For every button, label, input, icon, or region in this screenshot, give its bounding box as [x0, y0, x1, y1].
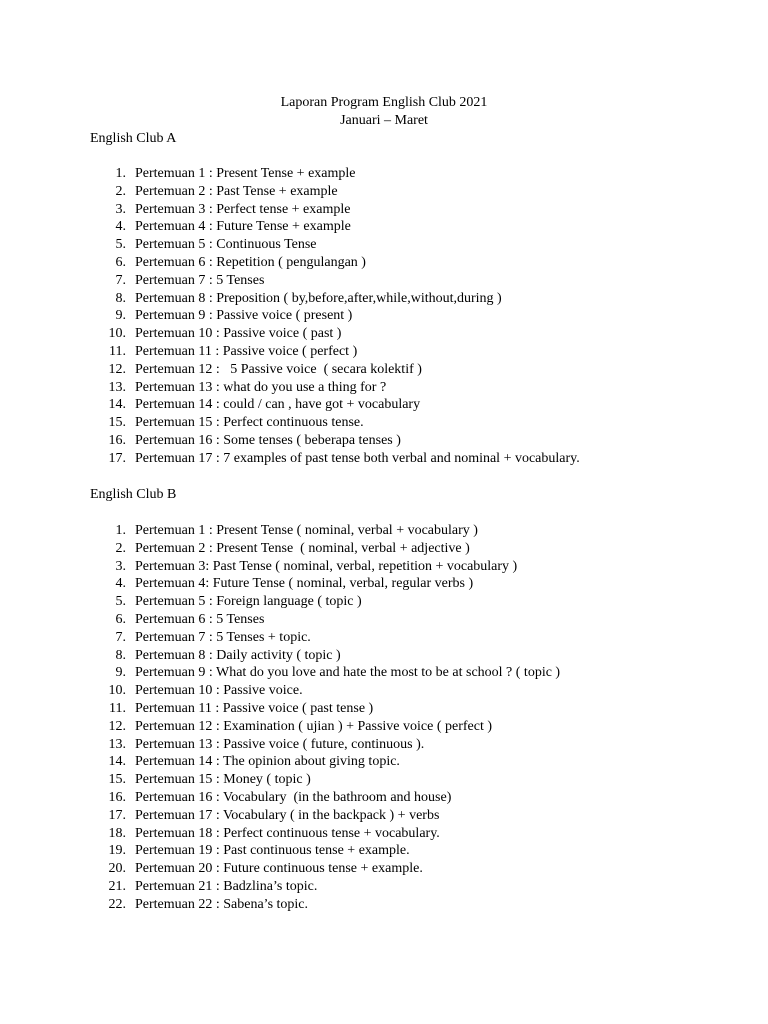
list-item-number: 19.: [108, 843, 126, 859]
list-item-number: 20.: [108, 861, 126, 877]
list-item-text: Pertemuan 19 : Past continuous tense + example.: [135, 843, 410, 859]
list-item-number: 17.: [108, 450, 126, 466]
list-item: [90, 807, 730, 825]
list-item: [90, 842, 730, 860]
list-item-text: Pertemuan 5 : Continuous Tense: [135, 237, 317, 253]
report-period: Januari – Maret: [340, 113, 428, 128]
list-item-text: Pertemuan 9 : Passive voice ( present ): [135, 308, 353, 324]
list-item-text: Pertemuan 2 : Present Tense ( nominal, verbal + adjective ): [135, 540, 470, 556]
list-item-number: 6.: [115, 611, 126, 627]
list-item-text: Pertemuan 13 : what do you use a thing for ?: [135, 379, 387, 395]
list-item: [90, 575, 730, 593]
list-item: [90, 700, 730, 718]
list-item-text: Pertemuan 6 : 5 Tenses: [135, 611, 265, 627]
list-item-text: Pertemuan 14 : could / can , have got + vocabulary: [135, 397, 421, 413]
list-item: [90, 218, 730, 236]
list-item-number: 16.: [108, 432, 126, 448]
meeting-list-club-b: [90, 522, 730, 914]
list-item: [90, 165, 730, 183]
list-item: [90, 522, 730, 540]
list-item-text: Pertemuan 3: Past Tense ( nominal, verbal, repetition + vocabulary ): [135, 558, 518, 574]
list-item-number: 1.: [115, 523, 126, 538]
list-item-text: Pertemuan 1 : Present Tense ( nominal, verbal + vocabulary ): [135, 523, 478, 538]
list-item-number: 7.: [115, 272, 126, 288]
list-item-number: 12.: [108, 361, 126, 377]
list-item: [90, 343, 730, 361]
list-item-number: 18.: [108, 825, 126, 841]
list-item: [90, 789, 730, 807]
list-item-number: 13.: [108, 736, 126, 752]
meeting-list-club-a: [90, 165, 730, 468]
list-item-text: Pertemuan 11 : Passive voice ( perfect ): [135, 343, 358, 359]
list-item-text: Pertemuan 11 : Passive voice ( past tense ): [135, 700, 374, 716]
list-item: [90, 540, 730, 558]
list-item-text: Pertemuan 15 : Perfect continuous tense.: [135, 415, 364, 431]
list-item: [90, 682, 730, 700]
list-item-number: 22.: [108, 896, 126, 912]
list-item-number: 14.: [108, 754, 126, 770]
list-item-number: 5.: [115, 594, 126, 610]
list-item-text: Pertemuan 22 : Sabena’s topic.: [135, 896, 309, 912]
list-item: [90, 558, 730, 576]
list-item-text: Pertemuan 20 : Future continuous tense + example.: [135, 861, 423, 877]
list-item: [90, 896, 730, 914]
list-item-text: Pertemuan 17 : 7 examples of past tense both verbal and nominal + vocabulary.: [135, 450, 580, 466]
list-item-number: 6.: [115, 254, 126, 270]
list-item: [90, 272, 730, 290]
list-item: [90, 432, 730, 450]
list-item: [90, 593, 730, 611]
list-item-text: Pertemuan 8 : Daily activity ( topic ): [135, 647, 341, 663]
list-item-number: 11.: [109, 343, 126, 359]
list-item-number: 9.: [115, 665, 126, 681]
list-item: [90, 290, 730, 308]
list-item: [90, 753, 730, 771]
list-item-text: Pertemuan 8 : Preposition ( by,before,after,while,without,during ): [135, 290, 502, 306]
list-item-text: Pertemuan 5 : Foreign language ( topic ): [135, 594, 362, 610]
list-item-number: 15.: [108, 772, 126, 788]
document-title: [0, 94, 768, 130]
list-item-text: Pertemuan 16 : Vocabulary (in the bathroom and house): [135, 789, 452, 805]
list-item-number: 10.: [108, 326, 126, 342]
list-item-text: Pertemuan 1 : Present Tense + example: [135, 166, 356, 181]
list-item: [90, 361, 730, 379]
list-item-text: Pertemuan 15 : Money ( topic ): [135, 772, 311, 788]
list-item-number: 2.: [115, 183, 126, 199]
list-item-number: 8.: [115, 290, 126, 306]
list-item-number: 15.: [108, 415, 126, 431]
list-item: [90, 611, 730, 629]
list-item: [90, 379, 730, 397]
list-item-text: Pertemuan 3 : Perfect tense + example: [135, 201, 351, 217]
section-heading-club-b: English Club B: [90, 487, 177, 502]
list-item-text: Pertemuan 2 : Past Tense + example: [135, 183, 338, 199]
list-item-text: Pertemuan 4: Future Tense ( nominal, verbal, regular verbs ): [135, 576, 474, 592]
list-item: [90, 878, 730, 896]
list-item-number: 5.: [115, 237, 126, 253]
list-item-number: 13.: [108, 379, 126, 395]
list-item-number: 4.: [115, 219, 126, 235]
list-item-number: 4.: [115, 576, 126, 592]
list-item: [90, 647, 730, 665]
list-item-number: 3.: [115, 201, 126, 217]
list-item-text: Pertemuan 6 : Repetition ( pengulangan ): [135, 254, 366, 270]
list-item: [90, 664, 730, 682]
list-item-text: Pertemuan 12 : 5 Passive voice ( secara kolektif ): [135, 361, 422, 377]
list-item-text: Pertemuan 16 : Some tenses ( beberapa tenses ): [135, 432, 401, 448]
list-item-number: 1.: [115, 166, 126, 181]
list-item: [90, 307, 730, 325]
list-item: [90, 629, 730, 647]
list-item-number: 11.: [109, 700, 126, 716]
list-item-number: 2.: [115, 540, 126, 556]
list-item: [90, 414, 730, 432]
list-item: [90, 450, 730, 468]
list-item-text: Pertemuan 9 : What do you love and hate the most to be at school ? ( topic ): [135, 665, 561, 681]
list-item: [90, 718, 730, 736]
list-item-text: Pertemuan 18 : Perfect continuous tense + vocabulary.: [135, 825, 440, 841]
list-item-text: Pertemuan 13 : Passive voice ( future, continuous ).: [135, 736, 425, 752]
list-item: [90, 236, 730, 254]
list-item: [90, 254, 730, 272]
list-item-text: Pertemuan 10 : Passive voice ( past ): [135, 326, 342, 342]
list-item-number: 10.: [108, 683, 126, 699]
list-item-text: Pertemuan 7 : 5 Tenses + topic.: [135, 629, 311, 645]
list-item-text: Pertemuan 4 : Future Tense + example: [135, 219, 351, 235]
list-item: [90, 736, 730, 754]
list-item-text: Pertemuan 21 : Badzlina’s topic.: [135, 878, 318, 894]
list-item-number: 14.: [108, 397, 126, 413]
list-item-number: 8.: [115, 647, 126, 663]
list-item-number: 17.: [108, 807, 126, 823]
list-item-text: Pertemuan 17 : Vocabulary ( in the backpack ) + verbs: [135, 807, 440, 823]
list-item: [90, 771, 730, 789]
list-item: [90, 183, 730, 201]
list-item: [90, 325, 730, 343]
list-item-number: 21.: [108, 878, 126, 894]
list-item-text: Pertemuan 14 : The opinion about giving topic.: [135, 754, 400, 770]
list-item: [90, 825, 730, 843]
report-title: Laporan Program English Club 2021: [280, 95, 488, 110]
list-item-number: 3.: [115, 558, 126, 574]
list-item-number: 7.: [115, 629, 126, 645]
list-item-number: 12.: [108, 718, 126, 734]
list-item-number: 16.: [108, 789, 126, 805]
list-item: [90, 396, 730, 414]
section-heading-club-a: English Club A: [90, 131, 177, 146]
list-item: [90, 201, 730, 219]
list-item-number: 9.: [115, 308, 126, 324]
list-item: [90, 860, 730, 878]
list-item-text: Pertemuan 12 : Examination ( ujian ) + Passive voice ( perfect ): [135, 718, 493, 734]
list-item-text: Pertemuan 10 : Passive voice.: [135, 683, 303, 699]
list-item-text: Pertemuan 7 : 5 Tenses: [135, 272, 265, 288]
